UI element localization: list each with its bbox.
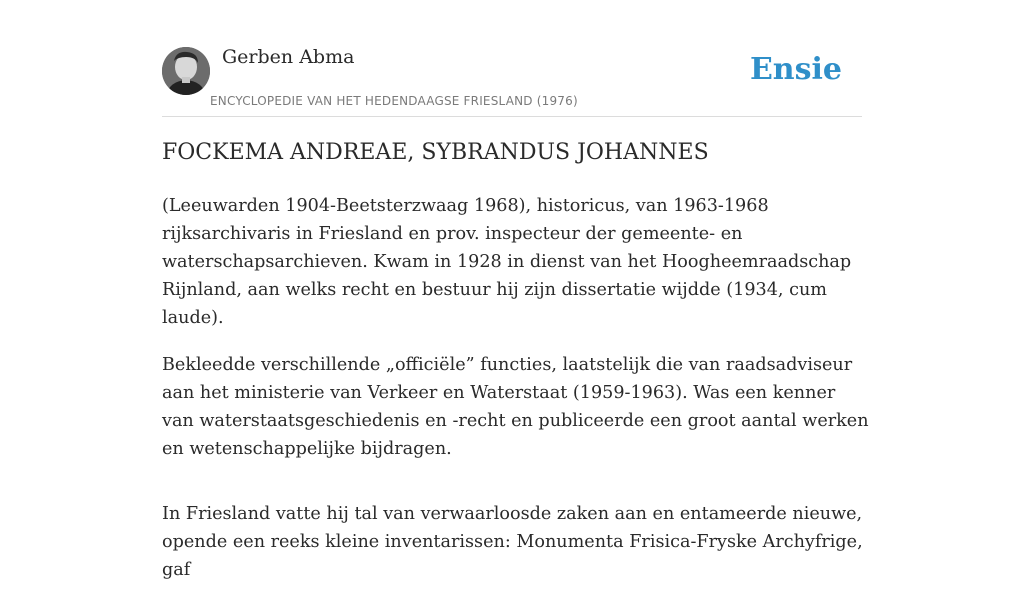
paragraph: In Friesland vatte hij tal van verwaarloosde zaken aan en entameerde nieuwe, opende een reeks kleine inventarissen: Monumenta Frisica-Fryske Archyfrige, gaf: [162, 504, 863, 580]
paragraph: (Leeuwarden 1904-Beetsterzwaag 1968), historicus, van 1963-1968 rijksarchivaris in Friesland en prov. inspecteur der gemeente- en waterschapsarchieven. Kwam in 1928 in dienst van het Hoogheemraadschap Rijnland, aan welks recht en bestuur hij zijn dissertatie wijdde (1934, cum laude).: [162, 196, 852, 328]
brand-logo[interactable]: Ensie: [749, 52, 842, 87]
article-header: [162, 44, 862, 117]
author-portrait-icon: [162, 47, 210, 95]
article-body: [162, 192, 870, 603]
author-avatar[interactable]: [162, 47, 210, 95]
source-label[interactable]: ENCYCLOPEDIE VAN HET HEDENDAAGSE FRIESLAND (1976): [210, 94, 578, 108]
article-title: FOCKEMA ANDREAE, SYBRANDUS JOHANNES: [162, 140, 709, 165]
paragraph: Bekleedde verschillende „officiële” functies, laatstelijk die van raadsadviseur aan het ministerie van Verkeer en Waterstaat (1959-1963). Was een kenner van waterstaatsgeschiedenis en -recht en publiceerde een groot aantal werken en wetenschappelijke bijdragen.: [162, 355, 869, 459]
author-name[interactable]: Gerben Abma: [222, 46, 355, 68]
